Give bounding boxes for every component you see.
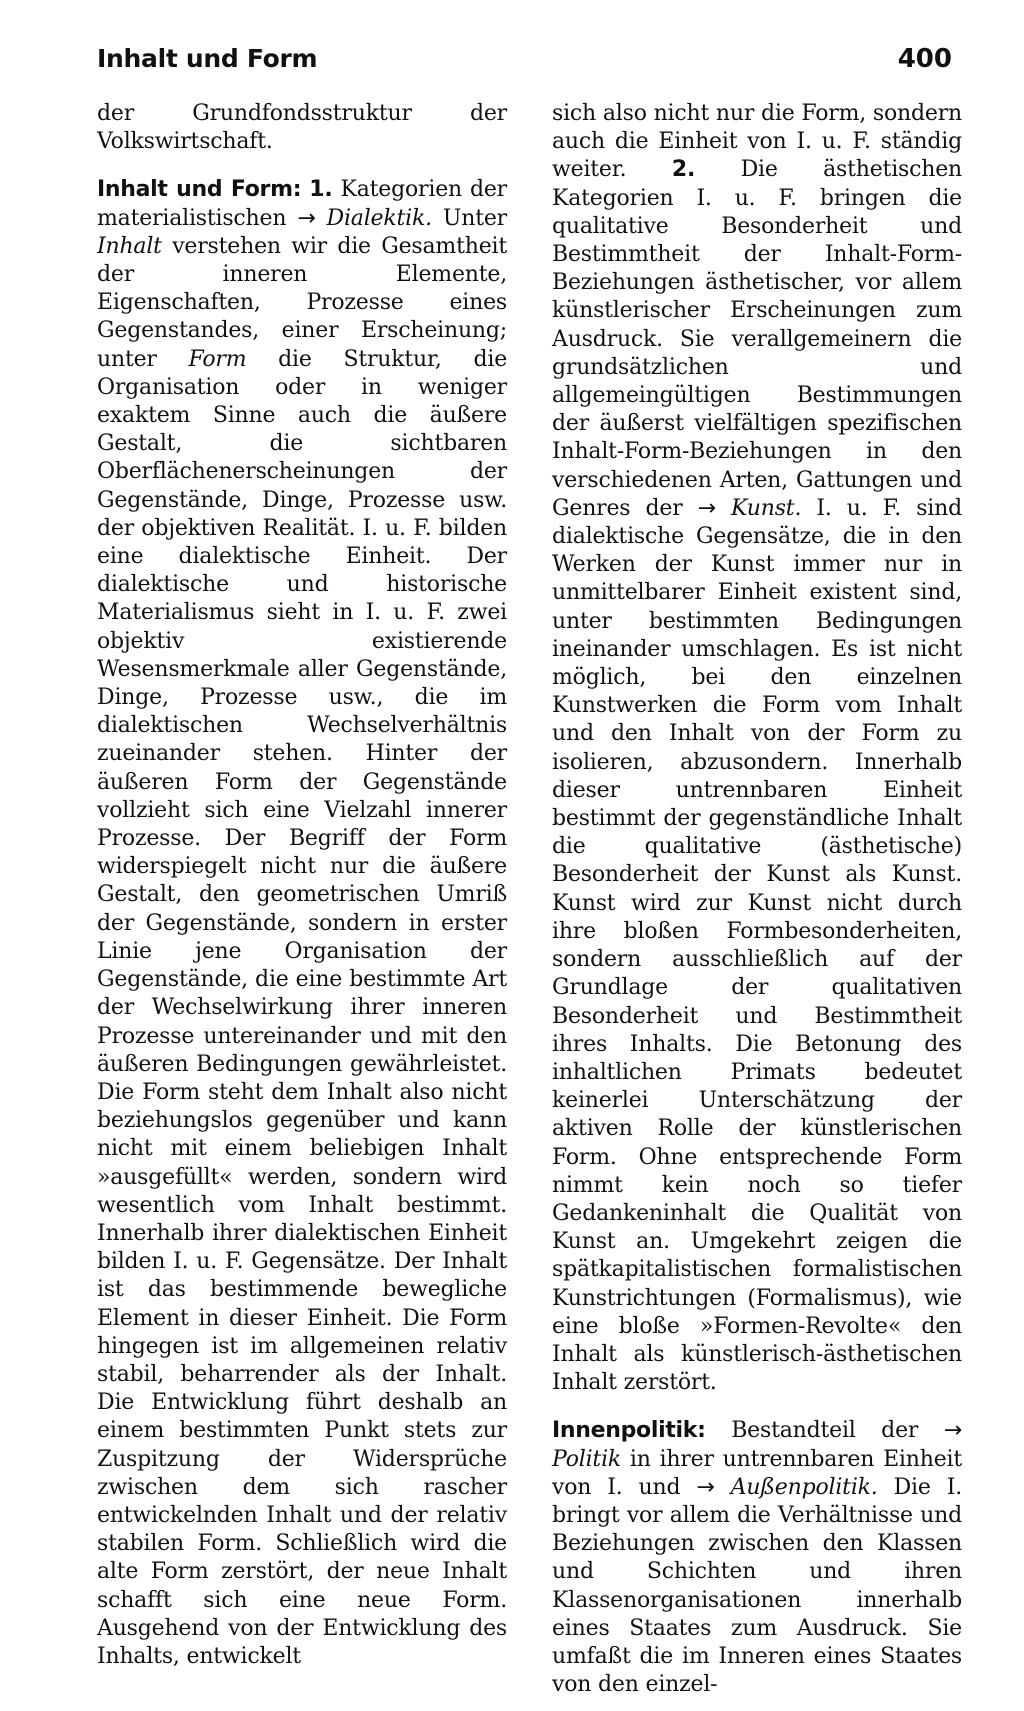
entry-text: Kategorien der materialistischen xyxy=(97,177,507,231)
cross-reference-kunst[interactable]: Kunst. xyxy=(731,495,802,521)
entry-text: in ihrer untrennbaren Einheit von I. und xyxy=(552,1446,962,1500)
sense-number: 1. xyxy=(309,177,333,203)
entry-text: Die ästhetischen Kategorien I. u. F. bringen die qualitative Besonderheit und Bestimmtheit der Inhalt-Form-Beziehungen ästhetischer, vor allem künstlerischer Erscheinungen zum Ausdruck. Sie verallgemeinern die grundsätzlichen und allgemeingültigen Bestimmungen der äußerst vielfältigen spezifischen Inhalt-Form-Beziehungen in den verschiedenen Arten, Gattungen und Genres der xyxy=(552,157,962,521)
cross-reference-arrow-icon: → xyxy=(696,1474,715,1500)
entry-innenpolitik xyxy=(552,1417,962,1699)
cross-reference-arrow-icon: → xyxy=(943,1418,963,1444)
entry-text: Unter xyxy=(442,205,507,231)
entry-text: Bestandteil der xyxy=(731,1418,919,1444)
entry-continuation xyxy=(552,100,962,1397)
entry-text: sich also nicht nur die Form, sondern auch die Einheit von I. u. F. ständig weiter. xyxy=(552,101,962,183)
entry-text: die Struktur, die Organisation oder in weniger exaktem Sinne auch die äußere Gestalt, die sichtbaren Oberflächenerscheinungen der Gegenstände, Dinge, Prozesse usw. der objektiven Realität. I. u. F. bilden eine dialektische Einheit. Der dialektische und historische Materialismus sieht in I. u. F. zwei objektiv existierende Wesensmerkmale aller Gegenstände, Dinge, Prozesse usw., die im dialektischen Wechselverhältnis zueinander stehen. Hinter der äußeren Form der Gegenstände vollzieht sich eine Vielzahl innerer Prozesse. Der Begriff der Form widerspiegelt nicht nur die äußere Gestalt, den geometrischen Umriß der Gegenstände, sondern in erster Linie jene Organisation der Gegenstände, die eine bestimmte Art der Wechselwirkung ihrer inneren Prozesse untereinander und mit den äußeren Bedingungen gewährleistet. Die Form steht dem Inhalt also nicht beziehungslos gegenüber und kann nicht mit einem beliebigen Inhalt »ausgefüllt« werden, sondern wird wesentlich vom Inhalt bestimmt. Innerhalb ihrer dialektischen Einheit bilden I. u. F. Gegensätze. Der Inhalt ist das bestimmende bewegliche Element in dieser Einheit. Die Form hingegen ist im allgemeinen relativ stabil, beharrender als der Inhalt. Die Entwicklung führt deshalb an einem bestimmten Punkt stets zur Zuspitzung der Widersprüche zwischen dem sich rascher entwickelnden Inhalt und der relativ stabilen Form. Schließlich wird die alte Form zerstört, der neue Inhalt schafft sich eine neue Form. Ausgehend von der Entwicklung des Inhalts, entwickelt xyxy=(97,346,508,1669)
carryover-text: der Grundfondsstruktur der Volkswirtschaft. xyxy=(97,101,507,155)
entry-text: Die I. bringt vor allem die Verhältnisse und Beziehungen zwischen den Klassen und Schichten und ihren Klassenorganisationen innerhalb eines Staates zum Ausdruck. Sie umfaßt die im Inneren eines Staates von den einzel- xyxy=(552,1474,962,1698)
cross-reference-politik[interactable]: Politik xyxy=(552,1446,622,1472)
running-head: Inhalt und Form xyxy=(97,44,318,73)
sense-number: 2. xyxy=(671,157,696,183)
entry-lemma: Innenpolitik: xyxy=(552,1418,706,1444)
carryover-paragraph xyxy=(97,100,507,156)
cross-reference-arrow-icon: → xyxy=(697,495,716,521)
term-form: Form xyxy=(188,346,247,372)
right-column xyxy=(552,100,962,1699)
term-inhalt: Inhalt xyxy=(97,233,162,259)
entry-inhalt-und-form xyxy=(97,176,507,1671)
cross-reference-arrow-icon: → xyxy=(297,205,316,231)
cross-reference-aussenpolitik[interactable]: Außenpolitik. xyxy=(730,1474,878,1500)
cross-reference-dialektik[interactable]: Dialektik. xyxy=(326,205,432,231)
entry-text: I. u. F. sind dialektische Gegensätze, die in den Werken der Kunst immer nur in unmittelbarer Einheit existent sind, unter bestimmten Bedingungen ineinander umschlagen. Es ist nicht möglich, bei den einzelnen Kunstwerken die Form vom Inhalt und den Inhalt von der Form zu isolieren, abzusondern. Innerhalb dieser untrennbaren Einheit bestimmt der gegenständliche Inhalt die qualitative (ästhetische) Besonderheit der Kunst als Kunst. Kunst wird zur Kunst nicht durch ihre bloßen Formbesonderheiten, sondern ausschließlich auf der Grundlage der qualitativen Besonderheit und Bestimmtheit ihres Inhalts. Die Betonung des inhaltlichen Primats bedeutet keinerlei Unterschätzung der aktiven Rolle der künstlerischen Form. Ohne entsprechende Form nimmt kein noch so tiefer Gedankeninhalt die Qualität von Kunst an. Umgekehrt zeigen die spätkapitalistischen formalistischen Kunstrichtungen (Formalismus), wie eine bloße »Formen-Revolte« den Inhalt als künstlerisch-ästhetischen Inhalt zerstört. xyxy=(552,495,963,1396)
page-number: 400 xyxy=(897,44,952,74)
left-column xyxy=(97,100,507,1671)
entry-text: verstehen wir die Gesamtheit der inneren Elemente, Eigenschaften, Prozesse eines Gegenstandes, einer Erscheinung; unter xyxy=(97,233,507,372)
entry-lemma: Inhalt und Form: xyxy=(97,177,302,203)
